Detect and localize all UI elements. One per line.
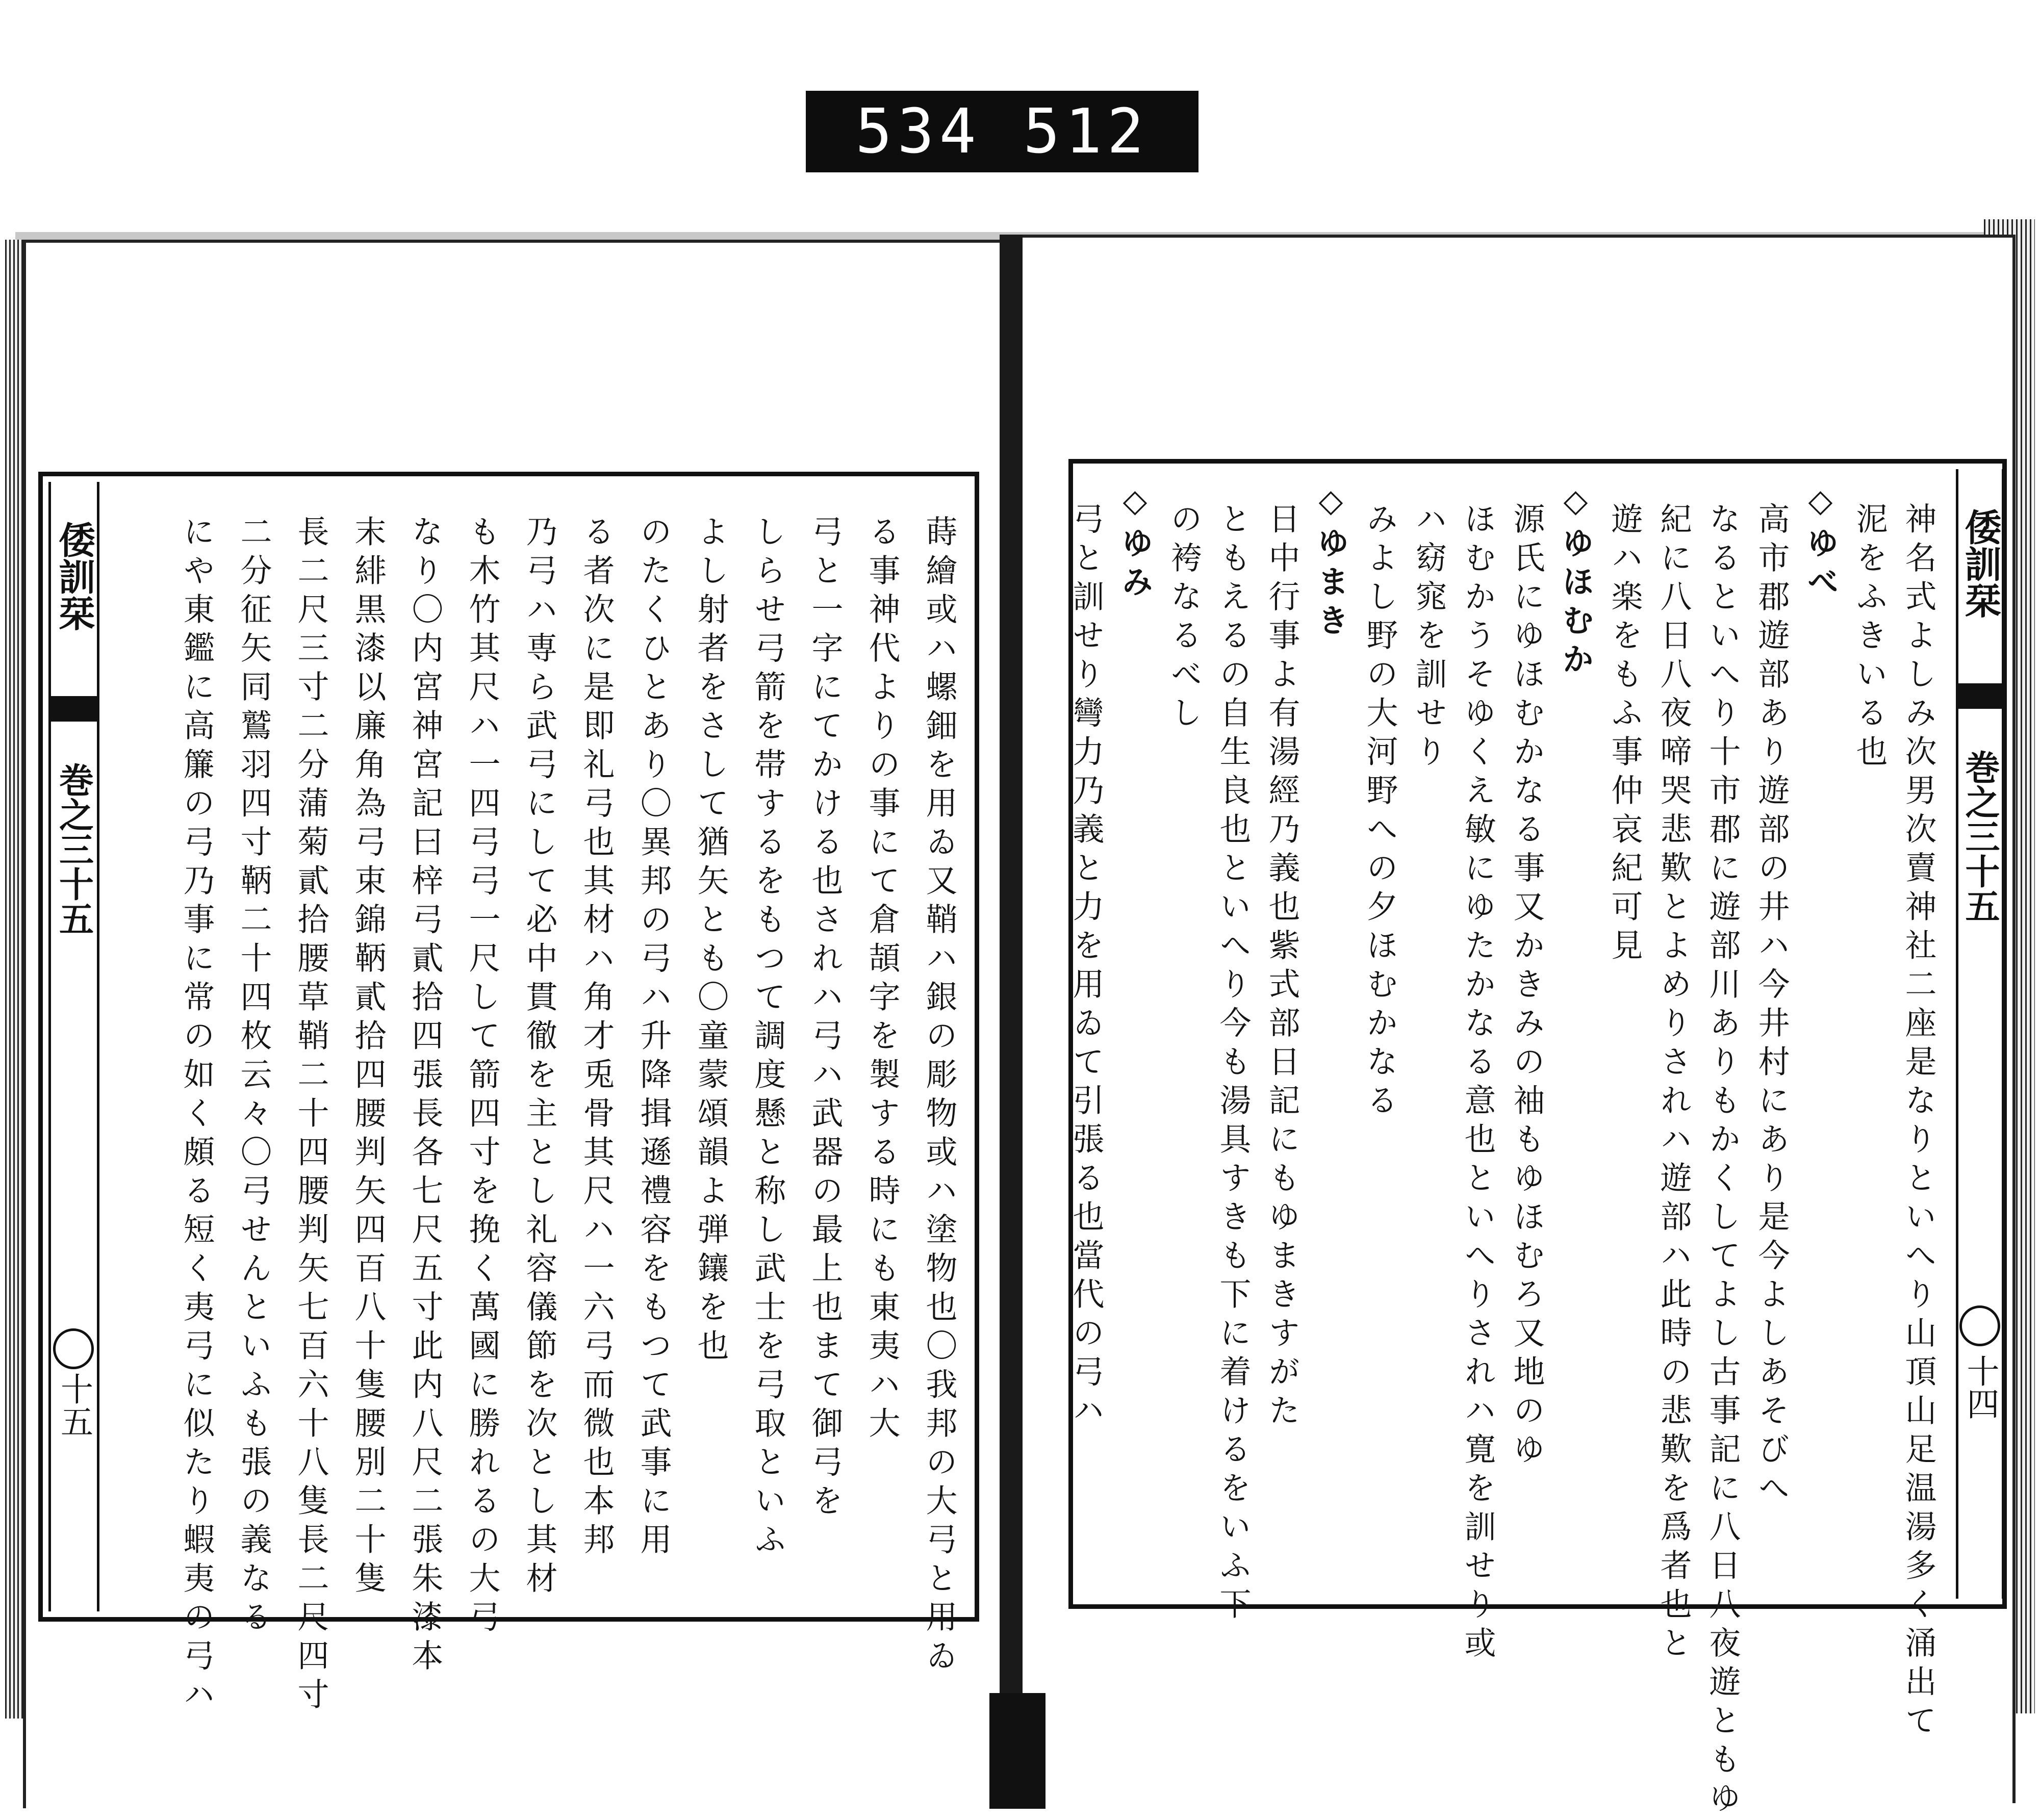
catalog-label: [806, 91, 1198, 172]
right-volume-label: 巻之三十五: [1959, 750, 2000, 923]
left-text-column: にや東鑑に高簾の弓乃事に常の如く頗る短く夷弓に似たり蝦夷の弓ハ: [178, 515, 215, 1716]
left-text-column: 蒔繪或ハ螺鈿を用ゐ又鞘ハ銀の彫物或ハ塗物也〇我邦の大弓と用ゐ: [921, 515, 958, 1678]
right-entry-heading: ◇ゆほむか: [1557, 482, 1594, 681]
left-page-number: 十五: [55, 1372, 93, 1438]
left-fish-tail-circle: [53, 1328, 94, 1369]
right-text-column: 神名式よしみ次男次賣神社二座是なりといへり山頂山足温湯多く涌出て: [1900, 502, 1937, 1742]
right-entry-heading: ◇ゆみ: [1116, 482, 1154, 604]
spine-block: [989, 1693, 1046, 1809]
right-margin-band: [1956, 469, 2004, 1599]
right-text-column: みよし野の大河野への夕ほむかなる: [1361, 502, 1398, 1122]
right-text-column: 泥をふきいる也: [1851, 502, 1888, 774]
right-text-column: の袴なるべし: [1165, 502, 1203, 735]
left-text-column: も木竹其尺ハ一四弓弓一尺して箭四寸を挽く萬國に勝れるの大弓: [464, 515, 501, 1639]
left-page-edges: [5, 240, 26, 1719]
left-text-column: る事神代よりの事にて倉頡字を製する時にも東夷ハ大: [863, 515, 901, 1445]
left-book-title: 倭訓栞: [53, 521, 96, 631]
right-text-column: ほむかうそゆくえ敏にゆたかなる意也といへりされハ寛を訓せり或: [1459, 502, 1496, 1665]
left-text-column: 乃弓ハ専ら武弓にして必中貫徹を主とし礼容儀節を次とし其材: [521, 515, 558, 1600]
book-gutter: [1000, 235, 1023, 1809]
right-text-column: ハ窈窕を訓せり: [1410, 502, 1447, 774]
left-text-column: なり〇内宮神宮記曰梓弓貳拾四張長各七尺五寸此内八尺二張朱漆本: [406, 515, 444, 1678]
right-text-column: 源氏にゆほむかなる事又かきみの袖もゆほむろ又地のゆ: [1508, 502, 1545, 1471]
left-margin-band: [48, 482, 99, 1611]
right-band-marker: [1958, 683, 2002, 709]
right-text-column: 弓と訓せり彎力乃義と力を用ゐて引張る也當代の弓ハ: [1067, 502, 1105, 1432]
right-entry-heading: ◇ゆまき: [1312, 482, 1349, 643]
left-text-column: のたくひとあり〇異邦の弓ハ升降揖遜禮容をもつて武事に用: [635, 515, 672, 1561]
left-text-column: 長二尺三寸二分蒲菊貳拾腰草鞘二十四腰判矢七百六十八隻長二尺四寸: [292, 515, 329, 1716]
right-text-column: 高市郡遊部あり遊部の井ハ今井村にあり是今よしあそびへ: [1753, 502, 1790, 1510]
catalog-number: 534 512: [855, 96, 1149, 167]
left-text-column: しらせ弓箭を帯するをもつて調度懸と称し武士を弓取といふ: [749, 515, 786, 1561]
left-text-column: 弓と一字にてかける也されハ弓ハ武器の最上也まて御弓を: [806, 515, 844, 1523]
right-text-column: なるといへり十市郡に遊部川ありもかくしてよし古事記に八日八夜遊ともゆ: [1704, 502, 1741, 1820]
right-text-column: 遊ハ楽をもふ事仲哀紀可見: [1606, 502, 1643, 967]
right-text-column: 日中行事よ有湯經乃義也紫式部日記にもゆまきすがた: [1263, 502, 1300, 1432]
left-band-marker: [51, 696, 97, 722]
left-text-column: 二分征矢同鷲羽四寸鞆二十四枚云々〇弓せんといふも張の義なる: [235, 515, 272, 1639]
right-text-column: 紀に八日八夜啼哭悲歎とよめりされハ遊部ハ此時の悲歎を爲者也と: [1655, 502, 1692, 1665]
left-text-column: 末緋黒漆以廉角為弓束錦鞆貳拾四腰判矢四百八十隻腰別二十隻: [349, 515, 387, 1600]
left-volume-label: 巻之三十五: [53, 762, 94, 936]
left-text-column: る者次に是即礼弓也其材ハ角才兎骨其尺ハ一六弓而微也本邦: [578, 515, 615, 1561]
right-text-column: ともえるの自生良也といへり今も湯具すきも下に着けるをいふ下: [1214, 502, 1252, 1626]
right-page-number: 十四: [1961, 1354, 1999, 1420]
right-fish-tail-circle: [1959, 1305, 2000, 1346]
left-text-column: よし射者をさして猶矢とも〇童蒙頌韻よ弾鑲を也: [692, 515, 729, 1368]
right-book-title: 倭訓栞: [1958, 508, 2002, 619]
right-entry-heading: ◇ゆべ: [1802, 482, 1839, 604]
